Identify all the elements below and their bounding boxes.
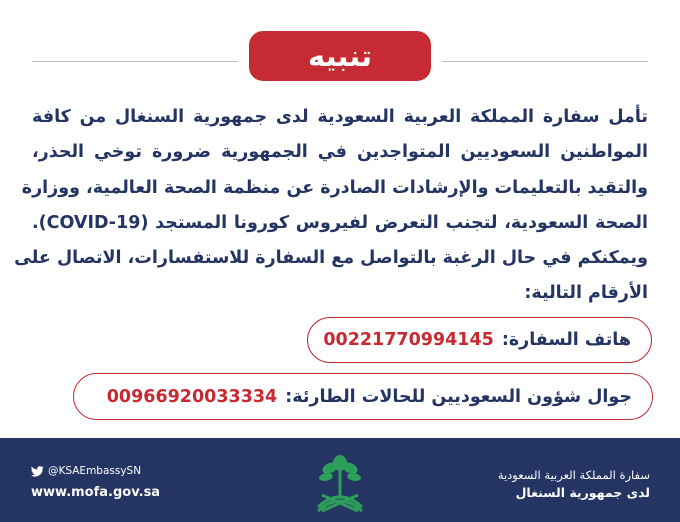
twitter-link[interactable] — [31, 465, 160, 477]
embassy-phone-box — [307, 317, 652, 363]
embassy-name-line1: سفارة المملكة العربية السعودية — [497, 468, 650, 482]
twitter-icon — [31, 466, 44, 477]
saudi-emblem-icon — [312, 453, 368, 515]
message-line: الأرقام التالية: — [524, 283, 648, 304]
footer-contact-info — [31, 465, 160, 500]
notice-message — [14, 100, 648, 312]
message-line: والتقيد بالتعليمات والإرشادات الصادرة عن منظمة الصحة العالمية، ووزارة — [21, 177, 648, 198]
notice-title: تنبيه — [249, 31, 431, 81]
twitter-handle: @KSAEmbassySN — [48, 465, 142, 477]
website-link[interactable]: www.mofa.gov.sa — [31, 485, 161, 500]
header-divider-left — [32, 61, 238, 62]
emergency-phone-box — [73, 373, 653, 420]
emergency-phone-number: 00966920033334 — [106, 386, 278, 407]
embassy-name — [420, 467, 650, 501]
emergency-phone-label: جوال شؤون السعوديين للحالات الطارئة: — [285, 386, 632, 407]
message-line: الصحة السعودية، لتجنب التعرض لفيروس كورونا المستجد (COVID-19). — [32, 212, 648, 233]
footer — [0, 438, 680, 522]
message-line: تأمل سفارة المملكة العربية السعودية لدى جمهورية السنغال من كافة — [32, 107, 648, 127]
embassy-phone-label: هاتف السفارة: — [501, 330, 631, 350]
message-line: ويمكنكم في حال الرغبة بالتواصل مع السفارة للاستفسارات، الاتصال على — [14, 248, 648, 269]
embassy-name-line2: لدى جمهورية السنغال — [515, 485, 650, 500]
message-line: المواطنين السعوديين المتواجدين في الجمهورية ضرورة توخي الحذر، — [32, 142, 648, 163]
embassy-phone-number: 00221770994145 — [323, 330, 494, 350]
header-divider-right — [442, 61, 648, 62]
